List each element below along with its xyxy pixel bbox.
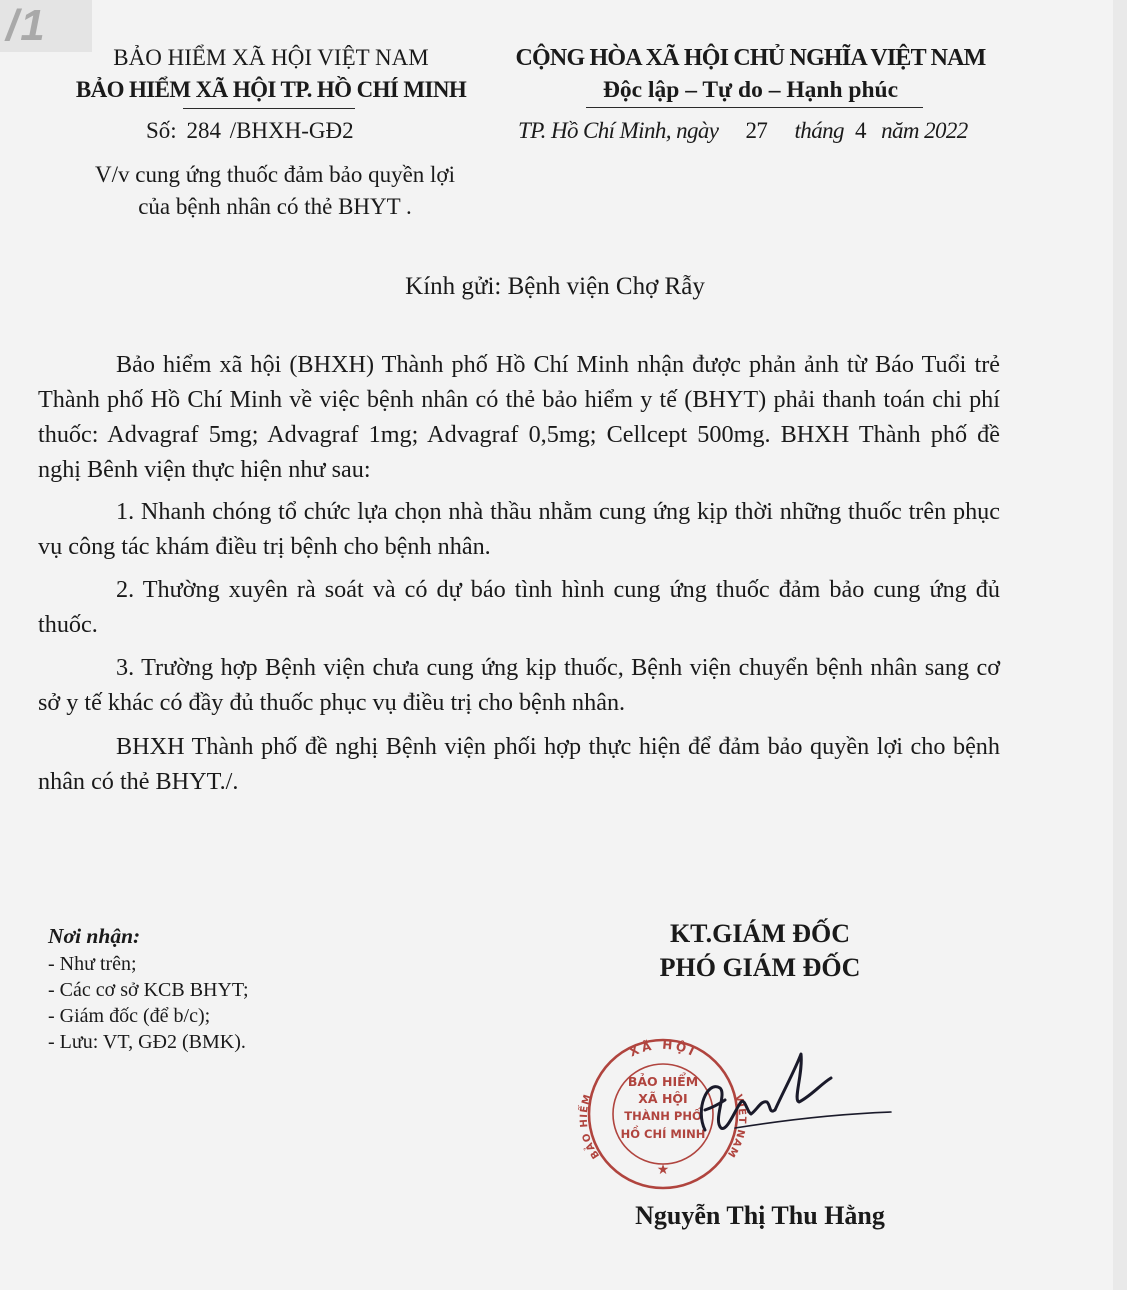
svg-text:XÃ HỘI: XÃ HỘI <box>627 1037 700 1060</box>
body-item-1: 1. Nhanh chóng tổ chức lựa chọn nhà thầu nhằm cung ứng kịp thời những thuốc trên phục vụ công tác khám điều trị bệnh cho bệnh nhân. <box>38 498 1000 560</box>
document-number <box>146 117 354 145</box>
document-date <box>518 117 968 145</box>
recipients-heading: Nơi nhận: <box>48 924 141 948</box>
recipient-item: - Giám đốc (để b/c); <box>48 1005 211 1027</box>
date-month-label: tháng <box>794 118 844 143</box>
signature-title-1: KT.GIÁM ĐỐC <box>669 919 851 948</box>
svg-text:VIỆT NAM: VIỆT NAM <box>724 1093 748 1160</box>
salutation: Kính gửi: Bệnh viện Chợ Rẫy <box>405 273 705 300</box>
recipient-item: - Lưu: VT, GĐ2 (BMK). <box>48 1031 246 1053</box>
recipient-item: - Như trên; <box>48 953 137 975</box>
page-edge <box>1113 0 1127 1290</box>
document-number-label: Số: <box>146 118 177 143</box>
svg-text:BẢO HIỂM: BẢO HIỂM <box>578 1092 603 1161</box>
svg-text:XÃ HỘI: XÃ HỘI <box>638 1091 688 1106</box>
document-number-suffix: /BHXH-GĐ2 <box>229 118 354 143</box>
date-day: 27 <box>745 118 768 143</box>
body-closing: BHXH Thành phố đề nghị Bệnh viện phối hợp thực hiện để đảm bảo quyền lợi cho bệnh nhân có thẻ BHYT./. <box>38 733 1000 795</box>
document-number-value: 284 <box>186 118 221 143</box>
nation-title: CỘNG HÒA XÃ HỘI CHỦ NGHĨA VIỆT NAM <box>515 45 986 71</box>
svg-text:★: ★ <box>656 1162 670 1178</box>
signer-name: Nguyễn Thị Thu Hằng <box>635 1201 885 1230</box>
handwritten-signature <box>665 1040 905 1160</box>
motto-underline <box>586 107 923 108</box>
recipient-item: - Các cơ sở KCB BHYT; <box>48 979 249 1001</box>
recipients-block <box>48 921 249 1055</box>
agency-name: BẢO HIỂM XÃ HỘI TP. HỒ CHÍ MINH <box>75 77 467 102</box>
page-marker: /1 <box>0 0 92 52</box>
date-month: 4 <box>855 118 866 143</box>
svg-text:HỒ CHÍ MINH: HỒ CHÍ MINH <box>620 1127 706 1141</box>
signature-title-2: PHÓ GIÁM ĐỐC <box>659 953 861 982</box>
date-place: TP. Hồ Chí Minh, ngày <box>518 118 719 143</box>
agency-parent: BẢO HIỂM XÃ HỘI VIỆT NAM <box>113 45 429 70</box>
body-intro: Bảo hiểm xã hội (BHXH) Thành phố Hồ Chí Minh nhận được phản ảnh từ Báo Tuổi trẻ Thành phố Hồ Chí Minh về việc bệnh nhân có thẻ bảo hiểm y tế (BHYT) phải thanh toán chi phí thuốc: Advagraf 5mg; Advagraf 1mg; Advagraf 0,5mg; Cellcept 500mg. BHXH Thành phố đề nghị Bênh viện thực hiện như sau: <box>38 351 1000 483</box>
date-year: 2022 <box>924 118 968 143</box>
subject-line-2: của bệnh nhân có thẻ BHYT . <box>138 194 412 219</box>
subject-line-1: V/v cung ứng thuốc đảm bảo quyền lợi <box>95 162 455 187</box>
agency-underline <box>183 108 355 109</box>
national-motto: Độc lập – Tự do – Hạnh phúc <box>602 77 899 103</box>
body-item-3: 3. Trường hợp Bệnh viện chưa cung ứng kịp thuốc, Bệnh viện chuyển bệnh nhân sang cơ sở y tế khác có đầy đủ thuốc phục vụ điều trị cho bệnh nhân. <box>38 654 1000 716</box>
svg-text:BẢO HIỂM: BẢO HIỂM <box>627 1074 699 1089</box>
date-year-label: năm <box>881 118 919 143</box>
body-item-2: 2. Thường xuyên rà soát và có dự báo tình hình cung ứng thuốc đảm bảo cung ứng đủ thuốc. <box>38 576 1000 638</box>
svg-text:THÀNH PHỐ: THÀNH PHỐ <box>624 1109 702 1123</box>
